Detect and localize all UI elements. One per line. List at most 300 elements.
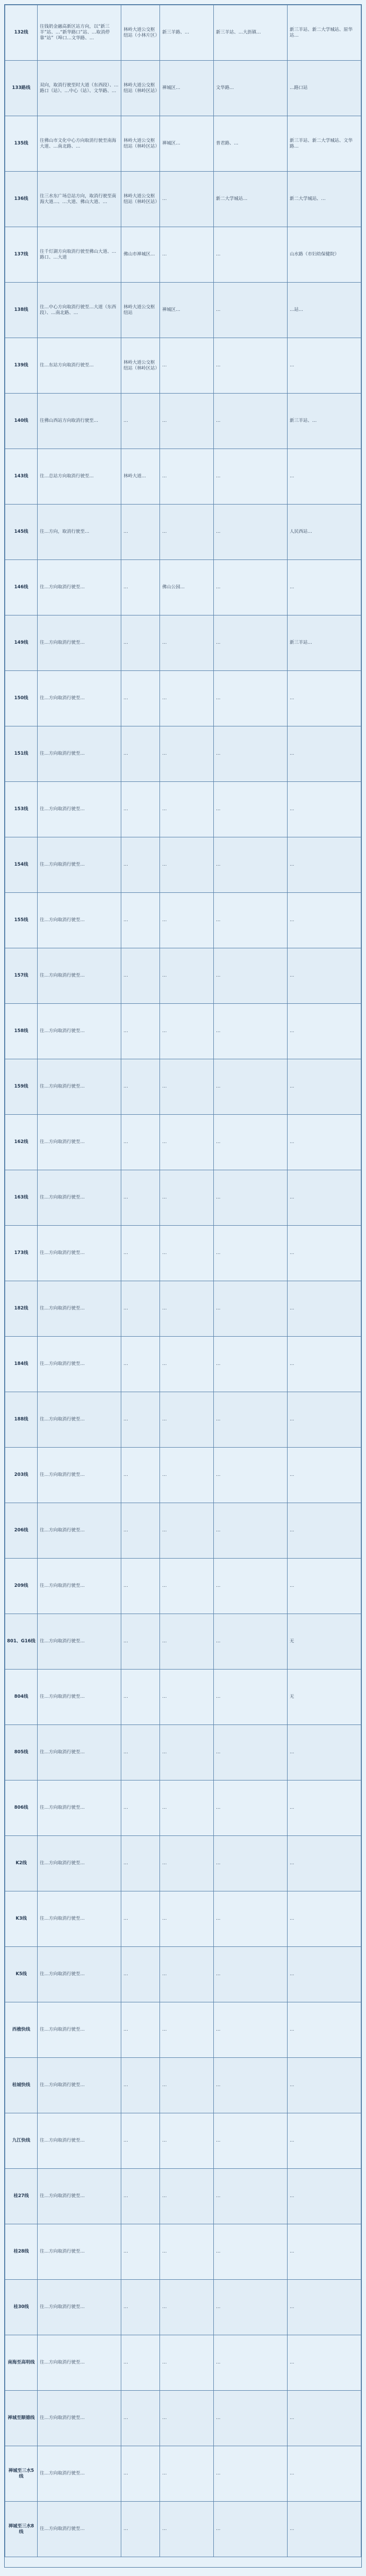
section-text: …: [121, 726, 160, 782]
stop-text: …: [287, 1170, 361, 1226]
station-text: 禅城区…: [160, 116, 214, 172]
section-text: …: [121, 671, 160, 726]
route-name: 184线: [5, 1337, 38, 1392]
stop-text: …: [287, 1004, 361, 1059]
section-text: …: [121, 1004, 160, 1059]
stop-text: …: [287, 1059, 361, 1115]
new-route-text: …: [214, 1337, 288, 1392]
adjustment-text: 往…方向取消行驶至…: [38, 1836, 121, 1891]
route-name: 154线: [5, 837, 38, 893]
station-text: …: [160, 449, 214, 505]
table-row: [5, 2058, 361, 2113]
station-text: …: [160, 172, 214, 227]
new-route-text: …: [214, 2391, 288, 2446]
route-adjustment-table: [5, 5, 361, 2557]
section-text: …: [121, 2058, 160, 2113]
section-text: …: [121, 505, 160, 560]
station-text: …: [160, 782, 214, 837]
route-name: 南海至高明线: [5, 2335, 38, 2391]
table-row: [5, 2169, 361, 2224]
section-text: …: [121, 2224, 160, 2280]
stop-text: 新二大学城站、…: [287, 172, 361, 227]
stop-text: …: [287, 2113, 361, 2169]
adjustment-text: 往…方向取消行驶至…: [38, 1115, 121, 1170]
route-name: 138线: [5, 283, 38, 338]
table-row: [5, 227, 361, 283]
table-row: [5, 1947, 361, 2002]
route-name: 133路线: [5, 61, 38, 116]
adjustment-text: 往…方向取消行驶至…: [38, 893, 121, 948]
station-text: …: [160, 2002, 214, 2058]
table-row: [5, 1836, 361, 1891]
station-text: …: [160, 1004, 214, 1059]
station-text: …: [160, 1226, 214, 1281]
route-name: 143线: [5, 449, 38, 505]
adjustment-text: 往…方向取消行驶至…: [38, 1670, 121, 1725]
stop-text: …: [287, 1559, 361, 1614]
route-name: 163线: [5, 1170, 38, 1226]
section-text: 林岭大道公交枢纽站（小林片区）: [121, 5, 160, 61]
route-name: 162线: [5, 1115, 38, 1170]
section-text: …: [121, 2002, 160, 2058]
route-name: 805线: [5, 1725, 38, 1780]
adjustment-text: 往…方向取消行驶至…: [38, 1891, 121, 1947]
new-route-text: …: [214, 837, 288, 893]
table-row: [5, 893, 361, 948]
section-text: …: [121, 1115, 160, 1170]
adjustment-text: 往千灯湖方向取消行驶至佛山大道、…路口、…大道: [38, 227, 121, 283]
new-route-text: 普君路、…: [214, 116, 288, 172]
station-text: …: [160, 615, 214, 671]
stop-text: …: [287, 338, 361, 394]
table-row: [5, 1004, 361, 1059]
adjustment-text: 往…方向取消行驶至…: [38, 1947, 121, 2002]
adjustment-text: 往…方向取消行驶至…: [38, 1281, 121, 1337]
new-route-text: …: [214, 671, 288, 726]
stop-text: …站…: [287, 283, 361, 338]
stop-text: …: [287, 1448, 361, 1503]
route-name: 159线: [5, 1059, 38, 1115]
new-route-text: …: [214, 782, 288, 837]
stop-text: …: [287, 2280, 361, 2335]
adjustment-text: 往…方向取消行驶至…: [38, 2391, 121, 2446]
section-text: …: [121, 1226, 160, 1281]
table-row: [5, 2113, 361, 2169]
new-route-text: …: [214, 1170, 288, 1226]
table-row: [5, 560, 361, 615]
new-route-text: …: [214, 2224, 288, 2280]
route-name: 146线: [5, 560, 38, 615]
route-name: 140线: [5, 394, 38, 449]
table-row: [5, 726, 361, 782]
stop-text: 新三羊站…: [287, 615, 361, 671]
stop-text: …: [287, 1503, 361, 1559]
table-row: [5, 1614, 361, 1670]
adjustment-text: 往…方向取消行驶至…: [38, 2169, 121, 2224]
section-text: …: [121, 2335, 160, 2391]
route-name: 桂28线: [5, 2224, 38, 2280]
stop-text: …: [287, 726, 361, 782]
station-text: …: [160, 948, 214, 1004]
station-text: …: [160, 2224, 214, 2280]
new-route-text: …: [214, 1670, 288, 1725]
new-route-text: …: [214, 1891, 288, 1947]
section-text: …: [121, 615, 160, 671]
new-route-text: 新三羊站、…大沥镇…: [214, 5, 288, 61]
station-text: …: [160, 671, 214, 726]
adjustment-text: 往…方向取消行驶至…: [38, 1614, 121, 1670]
new-route-text: …: [214, 2002, 288, 2058]
adjustment-text: 往…方向取消行驶至…: [38, 726, 121, 782]
station-text: …: [160, 1281, 214, 1337]
station-text: …: [160, 1337, 214, 1392]
adjustment-text: 往…方向取消行驶至…: [38, 615, 121, 671]
table-row: [5, 338, 361, 394]
station-text: 新三羊路、…: [160, 5, 214, 61]
route-name: 禅城至顺德线: [5, 2391, 38, 2446]
new-route-text: …: [214, 283, 288, 338]
route-name: 209线: [5, 1559, 38, 1614]
station-text: …: [160, 505, 214, 560]
stop-text: …: [287, 449, 361, 505]
route-name: 禅城至三水8线: [5, 2502, 38, 2557]
adjustment-text: 往…方向取消行驶至…: [38, 1559, 121, 1614]
table-row: [5, 2446, 361, 2502]
route-name: 桂30线: [5, 2280, 38, 2335]
stop-text: …: [287, 2502, 361, 2557]
adjustment-text: 往三水东广场总站方向，取消行驶至南海大道…、…大道、佛山大道、…: [38, 172, 121, 227]
adjustment-text: 往…方向取消行驶至…: [38, 2113, 121, 2169]
section-text: …: [121, 1725, 160, 1780]
new-route-text: …: [214, 1780, 288, 1836]
stop-text: …: [287, 1836, 361, 1891]
stop-text: 人民西站…: [287, 505, 361, 560]
table-row: [5, 1392, 361, 1448]
station-text: …: [160, 726, 214, 782]
section-text: …: [121, 1392, 160, 1448]
station-text: …: [160, 1670, 214, 1725]
adjustment-text: 往…方向取消行驶至…: [38, 560, 121, 615]
route-name: 151线: [5, 726, 38, 782]
route-name: 203线: [5, 1448, 38, 1503]
adjustment-text: 往…方向取消行驶至…: [38, 2280, 121, 2335]
table-row: [5, 837, 361, 893]
adjustment-text: 往…方向取消行驶至…: [38, 1170, 121, 1226]
adjustment-text: 往…方向取消行驶至…: [38, 1725, 121, 1780]
route-name: 157线: [5, 948, 38, 1004]
new-route-text: …: [214, 2169, 288, 2224]
station-text: …: [160, 1725, 214, 1780]
section-text: …: [121, 2391, 160, 2446]
station-text: …: [160, 394, 214, 449]
new-route-text: …: [214, 449, 288, 505]
adjustment-text: 往…方向取消行驶至…: [38, 1337, 121, 1392]
new-route-text: …: [214, 948, 288, 1004]
table-row: [5, 1891, 361, 1947]
station-text: …: [160, 1780, 214, 1836]
station-text: 禅城区…: [160, 283, 214, 338]
station-text: …: [160, 1448, 214, 1503]
adjustment-text: 往…方向取消行驶至…: [38, 671, 121, 726]
adjustment-text: 往…方向取消行驶至…: [38, 1780, 121, 1836]
stop-text: …: [287, 1115, 361, 1170]
stop-text: …: [287, 893, 361, 948]
new-route-text: …: [214, 227, 288, 283]
table-row: [5, 615, 361, 671]
table-row: [5, 2502, 361, 2557]
section-text: 林岭大道公交枢纽站（林岭区站）: [121, 116, 160, 172]
adjustment-text: 往…方向取消行驶至…: [38, 1392, 121, 1448]
route-name: 158线: [5, 1004, 38, 1059]
new-route-text: …: [214, 726, 288, 782]
new-route-text: …: [214, 2446, 288, 2502]
route-name: 173线: [5, 1226, 38, 1281]
route-name: 禅城至三水5线: [5, 2446, 38, 2502]
route-name: 桂27线: [5, 2169, 38, 2224]
stop-text: …: [287, 1725, 361, 1780]
section-text: …: [121, 394, 160, 449]
section-text: …: [121, 1170, 160, 1226]
stop-text: 无: [287, 1614, 361, 1670]
section-text: …: [121, 837, 160, 893]
table-row: [5, 1725, 361, 1780]
stop-text: 山水路（市妇幼保健院）: [287, 227, 361, 283]
table-row: [5, 61, 361, 116]
section-text: 林岭大道公交枢纽站（林岭区站）: [121, 172, 160, 227]
adjustment-text: 往…总站方向取消行驶至…: [38, 449, 121, 505]
new-route-text: …: [214, 2335, 288, 2391]
section-text: …: [121, 1947, 160, 2002]
adjustment-text: 往…方向取消行驶至…: [38, 2502, 121, 2557]
table-row: [5, 2391, 361, 2446]
new-route-text: …: [214, 1559, 288, 1614]
section-text: …: [121, 1448, 160, 1503]
new-route-text: 新二大学城站…: [214, 172, 288, 227]
new-route-text: …: [214, 1004, 288, 1059]
adjustment-text: 往钱奶金融高新区站方向，以“新三羊”站、…“新华路口”站、…取消停靠“站”（埠口…文华路、…: [38, 5, 121, 61]
route-name: K2线: [5, 1836, 38, 1891]
route-name: 806线: [5, 1780, 38, 1836]
section-text: …: [121, 782, 160, 837]
adjustment-text: 往…方向取消行驶至…: [38, 2058, 121, 2113]
route-name: 145线: [5, 505, 38, 560]
new-route-text: …: [214, 1614, 288, 1670]
adjustment-text: 往…方向取消行驶至…: [38, 1004, 121, 1059]
section-text: …: [121, 1670, 160, 1725]
station-text: …: [160, 2391, 214, 2446]
stop-text: …: [287, 2002, 361, 2058]
section-text: …: [121, 2280, 160, 2335]
section-text: 林岭大道公交枢纽站: [121, 283, 160, 338]
new-route-text: …: [214, 1115, 288, 1170]
new-route-text: 文华路…: [214, 61, 288, 116]
stop-text: 新三羊站、…: [287, 394, 361, 449]
new-route-text: …: [214, 338, 288, 394]
new-route-text: …: [214, 615, 288, 671]
new-route-text: …: [214, 1059, 288, 1115]
route-name: 132线: [5, 5, 38, 61]
adjustment-text: 往佛山西站方向取消行驶至…: [38, 394, 121, 449]
new-route-text: …: [214, 505, 288, 560]
stop-text: …: [287, 1780, 361, 1836]
new-route-text: …: [214, 893, 288, 948]
route-name: 137线: [5, 227, 38, 283]
route-name: 182线: [5, 1281, 38, 1337]
table-row: [5, 1559, 361, 1614]
new-route-text: …: [214, 1448, 288, 1503]
adjustment-text: 往…方向取消行驶至…: [38, 1059, 121, 1115]
section-text: …: [121, 2502, 160, 2557]
new-route-text: …: [214, 1281, 288, 1337]
table-row: [5, 283, 361, 338]
route-name: 155线: [5, 893, 38, 948]
table-row: [5, 782, 361, 837]
table-row: [5, 671, 361, 726]
route-name: 150线: [5, 671, 38, 726]
stop-text: …: [287, 2391, 361, 2446]
route-name: 804线: [5, 1670, 38, 1725]
station-text: …: [160, 1836, 214, 1891]
table-row: [5, 1670, 361, 1725]
adjustment-text: 往…方向取消行驶至…: [38, 1226, 121, 1281]
route-name: 九江快线: [5, 2113, 38, 2169]
adjustment-text: 往…方向，取消行驶至…: [38, 505, 121, 560]
adjustment-text: 往…方向取消行驶至…: [38, 2002, 121, 2058]
stop-text: …: [287, 671, 361, 726]
section-text: 林岭大道…: [121, 449, 160, 505]
adjustment-text: 往…方向取消行驶至…: [38, 1503, 121, 1559]
section-text: …: [121, 2169, 160, 2224]
stop-text: …: [287, 1337, 361, 1392]
route-name: K3线: [5, 1891, 38, 1947]
stop-text: 无: [287, 1670, 361, 1725]
section-text: …: [121, 1891, 160, 1947]
section-text: 佛山市禅城区…: [121, 227, 160, 283]
station-text: …: [160, 2502, 214, 2557]
route-name: 206线: [5, 1503, 38, 1559]
adjustment-text: 往佛山市文化中心方向取消行驶至南海大道、…南北路、…: [38, 116, 121, 172]
stop-text: 新三羊站、新二大学城站、原华站…: [287, 5, 361, 61]
station-text: …: [160, 1559, 214, 1614]
stop-text: 新三羊站、新二大学城站、文华路…: [287, 116, 361, 172]
stop-text: …: [287, 2169, 361, 2224]
section-text: …: [121, 560, 160, 615]
new-route-text: …: [214, 560, 288, 615]
table-row: [5, 1059, 361, 1115]
new-route-text: …: [214, 2280, 288, 2335]
new-route-text: …: [214, 1392, 288, 1448]
table-row: [5, 2335, 361, 2391]
stop-text: …: [287, 2446, 361, 2502]
section-text: …: [121, 2446, 160, 2502]
table-row: [5, 394, 361, 449]
stop-text: …: [287, 1281, 361, 1337]
section-text: …: [121, 1281, 160, 1337]
stop-text: …: [287, 948, 361, 1004]
station-text: …: [160, 2169, 214, 2224]
section-text: …: [121, 1780, 160, 1836]
table-row: [5, 1115, 361, 1170]
stop-text: …: [287, 1947, 361, 2002]
adjustment-text: 往…方向取消行驶至…: [38, 837, 121, 893]
station-text: …: [160, 2058, 214, 2113]
stop-text: …: [287, 837, 361, 893]
table-row: [5, 2224, 361, 2280]
stop-text: …: [287, 1891, 361, 1947]
table-row: [5, 2280, 361, 2335]
station-text: …: [160, 1392, 214, 1448]
route-rows: [5, 5, 361, 2557]
route-name: K5线: [5, 1947, 38, 2002]
station-text: …: [160, 2446, 214, 2502]
adjustment-text: 往…方向取消行驶至…: [38, 782, 121, 837]
new-route-text: …: [214, 1836, 288, 1891]
route-adjustment-document: [4, 4, 362, 2568]
table-row: [5, 2002, 361, 2058]
route-name: 153线: [5, 782, 38, 837]
route-name: 801、G16线: [5, 1614, 38, 1670]
adjustment-text: 往…方向取消行驶至…: [38, 2446, 121, 2502]
station-text: …: [160, 1170, 214, 1226]
station-text: …: [160, 1059, 214, 1115]
station-text: …: [160, 2335, 214, 2391]
stop-text: …: [287, 560, 361, 615]
stop-text: …: [287, 1392, 361, 1448]
route-name: 188线: [5, 1392, 38, 1448]
station-text: …: [160, 837, 214, 893]
table-row: [5, 1448, 361, 1503]
adjustment-text: 往…东站方向取消行驶至…: [38, 338, 121, 394]
table-row: [5, 449, 361, 505]
new-route-text: …: [214, 1226, 288, 1281]
new-route-text: …: [214, 2502, 288, 2557]
stop-text: …: [287, 2058, 361, 2113]
adjustment-text: 往…方向取消行驶至…: [38, 1448, 121, 1503]
station-text: …: [160, 338, 214, 394]
new-route-text: …: [214, 2058, 288, 2113]
section-text: …: [121, 1337, 160, 1392]
station-text: …: [160, 227, 214, 283]
route-name: 136线: [5, 172, 38, 227]
section-text: …: [121, 948, 160, 1004]
station-text: 禅城区…: [160, 61, 214, 116]
stop-text: …: [287, 2224, 361, 2280]
section-text: …: [121, 893, 160, 948]
section-text: …: [121, 1614, 160, 1670]
route-name: 135线: [5, 116, 38, 172]
route-name: 西樵快线: [5, 2002, 38, 2058]
section-text: 林岭大道公交枢纽站（林岭区站）: [121, 338, 160, 394]
table-row: [5, 1170, 361, 1226]
adjustment-text: 双向，取消行驶至时大道（东西段）、…路口（站）、…中心（站）、文华路、…: [38, 61, 121, 116]
section-text: …: [121, 1503, 160, 1559]
new-route-text: …: [214, 394, 288, 449]
section-text: …: [121, 1059, 160, 1115]
section-text: …: [121, 1559, 160, 1614]
section-text: …: [121, 1836, 160, 1891]
stop-text: …: [287, 2335, 361, 2391]
station-text: …: [160, 893, 214, 948]
station-text: …: [160, 2280, 214, 2335]
adjustment-text: 往…方向取消行驶至…: [38, 948, 121, 1004]
station-text: …: [160, 1503, 214, 1559]
table-row: [5, 1337, 361, 1392]
table-row: [5, 948, 361, 1004]
station-text: …: [160, 2113, 214, 2169]
new-route-text: …: [214, 1947, 288, 2002]
route-name: 桂城快线: [5, 2058, 38, 2113]
section-text: …: [121, 2113, 160, 2169]
